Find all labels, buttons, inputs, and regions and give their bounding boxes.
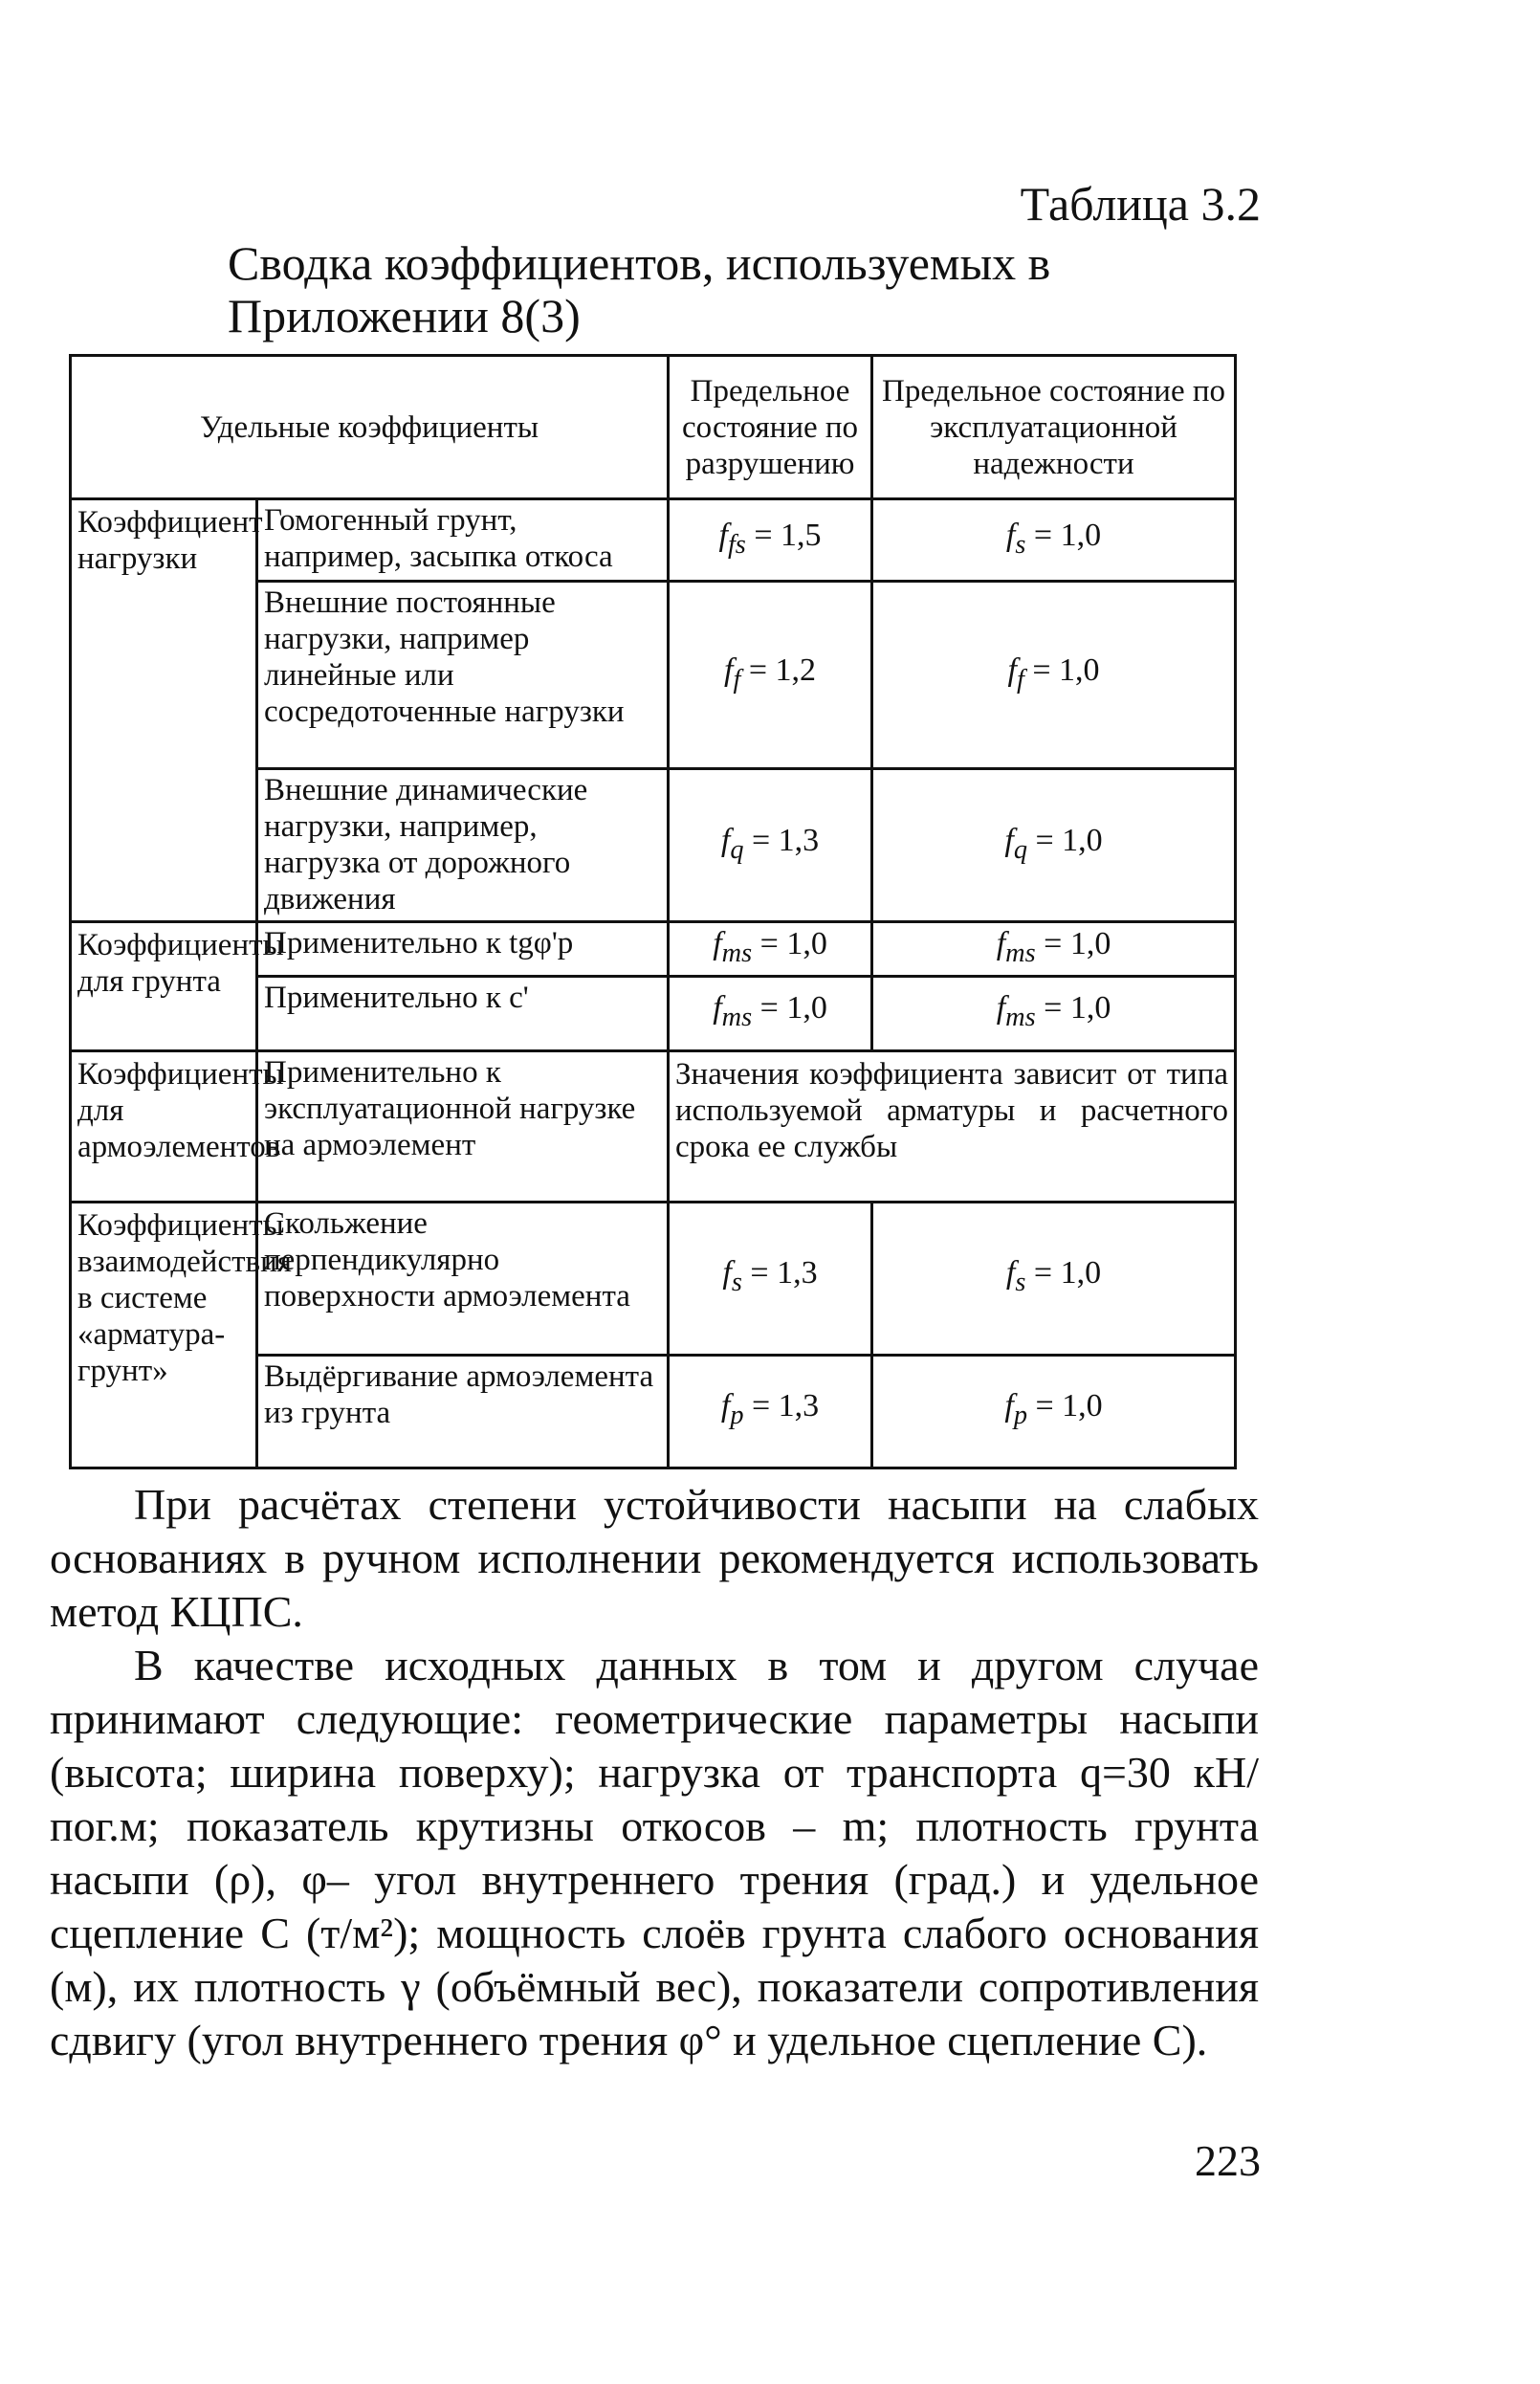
- table-title: Сводка коэффициентов, используемых в Приложении 8(3): [228, 236, 1051, 342]
- table-number: Таблица 3.2: [1020, 177, 1261, 231]
- header-ultimate: Предельное состояние по разрушению: [669, 356, 872, 499]
- serviceability-cell: $f_f = 1,0$: [872, 582, 1236, 769]
- ultimate-cell: $f_{ms} = 1,0$: [669, 922, 872, 977]
- desc-cell: Применительно к с': [257, 976, 669, 1050]
- table-row: [71, 1202, 1236, 1355]
- ultimate-cell: $f_s = 1,3$: [669, 1202, 872, 1355]
- ultimate-cell: $f_p = 1,3$: [669, 1355, 872, 1468]
- desc-cell: Гомогенный грунт, например, засыпка откоса: [257, 499, 669, 582]
- note-cell: Значения коэффициента зависит от типа используемой арматуры и расчетного срока ее службы: [669, 1050, 1236, 1202]
- serviceability-cell: $f_{ms} = 1,0$: [872, 922, 1236, 977]
- desc-cell: Скольжение перпендикулярно поверхности армоэлемента: [257, 1202, 669, 1355]
- paragraph: При расчётах степени устойчивости насыпи на слабых основаниях в ручном исполнении рекомендуется использовать метод КЦПС.: [50, 1480, 1259, 1636]
- group-cell: Коэффициенты для армоэлементов: [71, 1050, 257, 1202]
- serviceability-cell: $f_{ms} = 1,0$: [872, 976, 1236, 1050]
- body-text: [50, 1478, 1259, 2067]
- desc-cell: Выдёргивание армоэлемента из грунта: [257, 1355, 669, 1468]
- group-cell: Коэффициенты взаимодействия в системе «арматура-грунт»: [71, 1202, 257, 1468]
- table-row: [71, 922, 1236, 977]
- ultimate-cell: $f_{fs} = 1,5$: [669, 499, 872, 582]
- ultimate-cell: $f_f = 1,2$: [669, 582, 872, 769]
- serviceability-cell: $f_q = 1,0$: [872, 769, 1236, 922]
- serviceability-cell: $f_s = 1,0$: [872, 499, 1236, 582]
- coefficients-table: [69, 354, 1237, 1469]
- desc-cell: Внешние постоянные нагрузки, например линейные или сосредоточенные нагрузки: [257, 582, 669, 769]
- header-factors: Удельные коэффициенты: [71, 356, 669, 499]
- group-cell: Коэффициенты для грунта: [71, 922, 257, 1051]
- page-number: 223: [1195, 2136, 1261, 2185]
- ultimate-cell: $f_{ms} = 1,0$: [669, 976, 872, 1050]
- desc-cell: Применительно к tgφ'p: [257, 922, 669, 977]
- header-serviceability: Предельное состояние по эксплуатационной надежности: [872, 356, 1236, 499]
- paragraph: В качестве исходных данных в том и другом случае принимают следующие: геометрические параметры насыпи (высота; ширина поверху); нагрузка от транспорта q=30 кН/пог.м; показатель крутизны откосов – m; плотность грунта насыпи (ρ), φ– угол внутреннего трения (град.) и удельное сцепление С (т/м²); мощность слоёв грунта слабого основания (м), их плотность γ (объёмный вес), показатели сопротивления сдвигу (угол внутреннего трения φ° и удельное сцепление С).: [50, 1641, 1259, 2064]
- group-cell: Коэффициент нагрузки: [71, 499, 257, 922]
- table-row: [71, 499, 1236, 582]
- serviceability-cell: $f_p = 1,0$: [872, 1355, 1236, 1468]
- table-row: [71, 1050, 1236, 1202]
- desc-cell: Внешние динамические нагрузки, например, нагрузка от дорожного движения: [257, 769, 669, 922]
- table-header-row: [71, 356, 1236, 499]
- ultimate-cell: $f_q = 1,3$: [669, 769, 872, 922]
- desc-cell: Применительно к эксплуатационной нагрузке на армоэлемент: [257, 1050, 669, 1202]
- serviceability-cell: $f_s = 1,0$: [872, 1202, 1236, 1355]
